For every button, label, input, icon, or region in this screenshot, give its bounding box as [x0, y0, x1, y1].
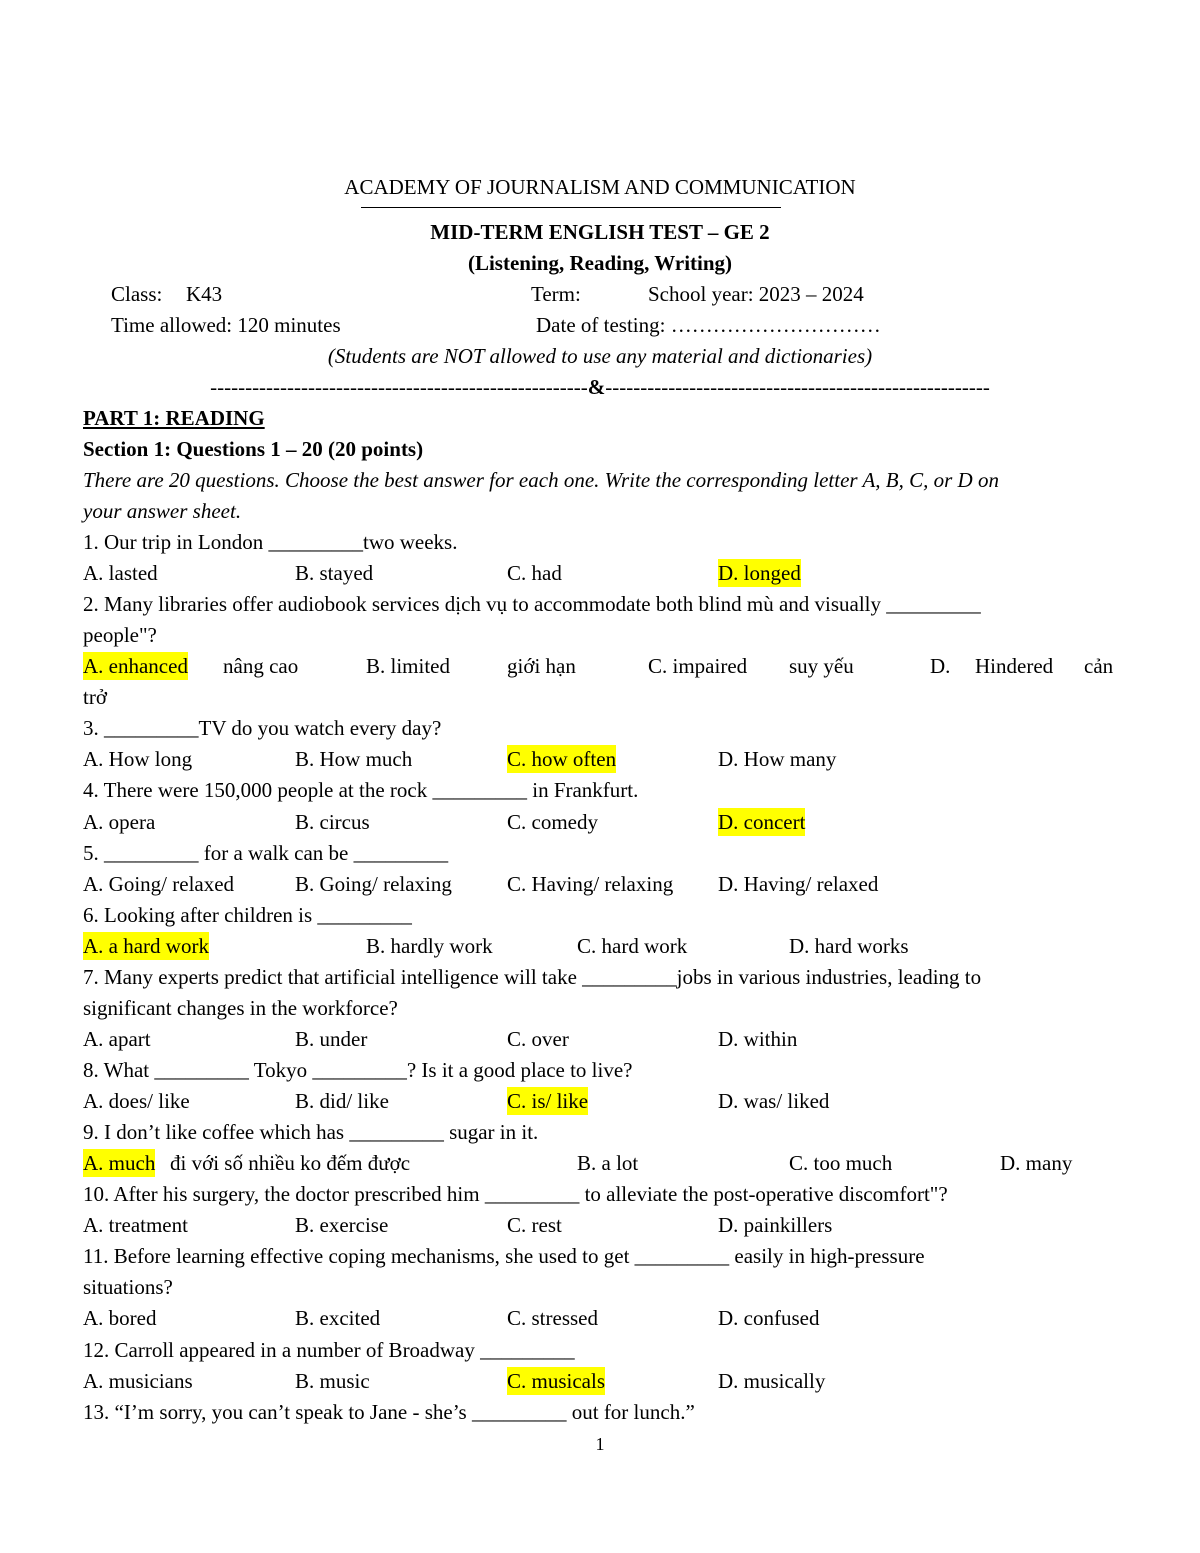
- question-6: 6. Looking after children is _________: [83, 903, 412, 927]
- q10-option-d: D. painkillers: [718, 1213, 833, 1237]
- section-title: Section 1: Questions 1 – 20 (20 points): [83, 437, 424, 461]
- q2-option-d-note-1: cản: [1084, 654, 1114, 678]
- question-7-line-1: 7. Many experts predict that artificial intelligence will take _________jobs in various industries, leading to: [83, 965, 982, 989]
- term-label: Term:: [531, 282, 581, 306]
- q8-option-a: A. does/ like: [83, 1089, 190, 1113]
- q2-option-d-letter: D.: [930, 654, 951, 678]
- q2-option-a-note: nâng cao: [223, 654, 299, 678]
- q8-option-c-answer: C. is/ like: [507, 1089, 589, 1113]
- question-5: 5. _________ for a walk can be _________: [83, 841, 449, 865]
- q11-option-a: A. bored: [83, 1306, 157, 1330]
- q7-option-d: D. within: [718, 1027, 798, 1051]
- q12-option-c-answer: C. musicals: [507, 1369, 605, 1393]
- q6-option-c: C. hard work: [577, 934, 688, 958]
- question-11-line-2: situations?: [83, 1275, 173, 1299]
- question-1: 1. Our trip in London _________two weeks.: [83, 530, 458, 554]
- question-10: 10. After his surgery, the doctor prescribed him _________ to alleviate the post-operative discomfort"?: [83, 1182, 948, 1206]
- question-2-line-1: 2. Many libraries offer audiobook services dịch vụ to accommodate both blind mù and visually _________: [83, 592, 981, 616]
- q1-option-c: C. had: [507, 561, 562, 585]
- q12-option-d: D. musically: [718, 1369, 826, 1393]
- q9-option-b: B. a lot: [577, 1151, 639, 1175]
- separator-right: -------------------------------------------------------: [605, 375, 990, 399]
- exam-note: (Students are NOT allowed to use any material and dictionaries): [327, 344, 873, 368]
- class-value: K43: [186, 282, 223, 306]
- q4-option-d-answer: D. concert: [718, 810, 806, 834]
- q3-option-b: B. How much: [295, 747, 413, 771]
- q8-option-b: B. did/ like: [295, 1089, 389, 1113]
- class-label: Class:: [111, 282, 163, 306]
- q9-option-a-answer: A. much: [83, 1151, 156, 1175]
- q7-option-b: B. under: [295, 1027, 368, 1051]
- test-skills: (Listening, Reading, Writing): [467, 251, 733, 275]
- q6-option-d: D. hard works: [789, 934, 909, 958]
- institution-name: ACADEMY OF JOURNALISM AND COMMUNICATION: [344, 175, 856, 199]
- question-3: 3. _________TV do you watch every day?: [83, 716, 442, 740]
- q12-option-b: B. music: [295, 1369, 370, 1393]
- question-9: 9. I don’t like coffee which has _________ sugar in it.: [83, 1120, 539, 1144]
- q12-option-a: A. musicians: [83, 1369, 193, 1393]
- question-8: 8. What _________ Tokyo _________? Is it a good place to live?: [83, 1058, 633, 1082]
- q5-option-b: B. Going/ relaxing: [295, 872, 452, 896]
- q10-option-b: B. exercise: [295, 1213, 389, 1237]
- q3-option-a: A. How long: [83, 747, 193, 771]
- q11-option-c: C. stressed: [507, 1306, 598, 1330]
- q10-option-c: C. rest: [507, 1213, 562, 1237]
- time-allowed: Time allowed: 120 minutes: [111, 313, 341, 337]
- q5-option-d: D. Having/ relaxed: [718, 872, 879, 896]
- q6-option-b: B. hardly work: [366, 934, 493, 958]
- q2-option-b: B. limited: [366, 654, 450, 678]
- page-number: 1: [595, 1434, 605, 1454]
- instruction-line-2: your answer sheet.: [83, 499, 242, 523]
- question-11-line-1: 11. Before learning effective coping mechanisms, she used to get _________ easily in high-pressure: [83, 1244, 925, 1268]
- q5-option-c: C. Having/ relaxing: [507, 872, 674, 896]
- separator: [0, 373, 1200, 401]
- q2-option-c: C. impaired: [648, 654, 748, 678]
- q3-option-d: D. How many: [718, 747, 837, 771]
- q2-option-b-note: giới hạn: [507, 654, 576, 678]
- q11-option-b: B. excited: [295, 1306, 381, 1330]
- q4-option-b: B. circus: [295, 810, 370, 834]
- question-7-line-2: significant changes in the workforce?: [83, 996, 398, 1020]
- q2-option-a-answer: A. enhanced: [83, 654, 188, 678]
- separator-left: ------------------------------------------------------: [210, 375, 588, 399]
- date-of-testing: Date of testing: …………………………: [536, 313, 881, 337]
- q2-option-c-note: suy yếu: [789, 654, 854, 678]
- question-13: 13. “I’m sorry, you can’t speak to Jane - she’s _________ out for lunch.”: [83, 1400, 695, 1424]
- q9-option-c: C. too much: [789, 1151, 893, 1175]
- question-12: 12. Carroll appeared in a number of Broadway _________: [83, 1338, 575, 1362]
- q9-option-d: D. many: [1000, 1151, 1073, 1175]
- q3-option-c-answer: C. how often: [507, 747, 617, 771]
- separator-mark: &: [587, 375, 606, 399]
- q8-option-d: D. was/ liked: [718, 1089, 830, 1113]
- instruction-line-1: There are 20 questions. Choose the best answer for each one. Write the corresponding letter A, B, C, or D on: [83, 468, 999, 492]
- q2-option-d-note-2: trở: [83, 685, 107, 709]
- q10-option-a: A. treatment: [83, 1213, 188, 1237]
- test-title: MID-TERM ENGLISH TEST – GE 2: [430, 220, 770, 244]
- q11-option-d: D. confused: [718, 1306, 820, 1330]
- q1-option-d-answer: D. longed: [718, 561, 801, 585]
- question-2-line-2: people"?: [83, 623, 157, 647]
- q4-option-a: A. opera: [83, 810, 156, 834]
- school-year: School year: 2023 – 2024: [648, 282, 864, 306]
- q1-option-a: A. lasted: [83, 561, 158, 585]
- question-4: 4. There were 150,000 people at the rock _________ in Frankfurt.: [83, 778, 639, 802]
- q9-option-a-note: đi với số nhiều ko đếm được: [170, 1151, 411, 1175]
- part-title: PART 1: READING: [83, 406, 265, 430]
- q7-option-c: C. over: [507, 1027, 569, 1051]
- q4-option-c: C. comedy: [507, 810, 598, 834]
- q1-option-b: B. stayed: [295, 561, 374, 585]
- header-rule: [361, 207, 781, 208]
- q6-option-a-answer: A. a hard work: [83, 934, 209, 958]
- q7-option-a: A. apart: [83, 1027, 151, 1051]
- q5-option-a: A. Going/ relaxed: [83, 872, 235, 896]
- q2-option-d: Hindered: [975, 654, 1054, 678]
